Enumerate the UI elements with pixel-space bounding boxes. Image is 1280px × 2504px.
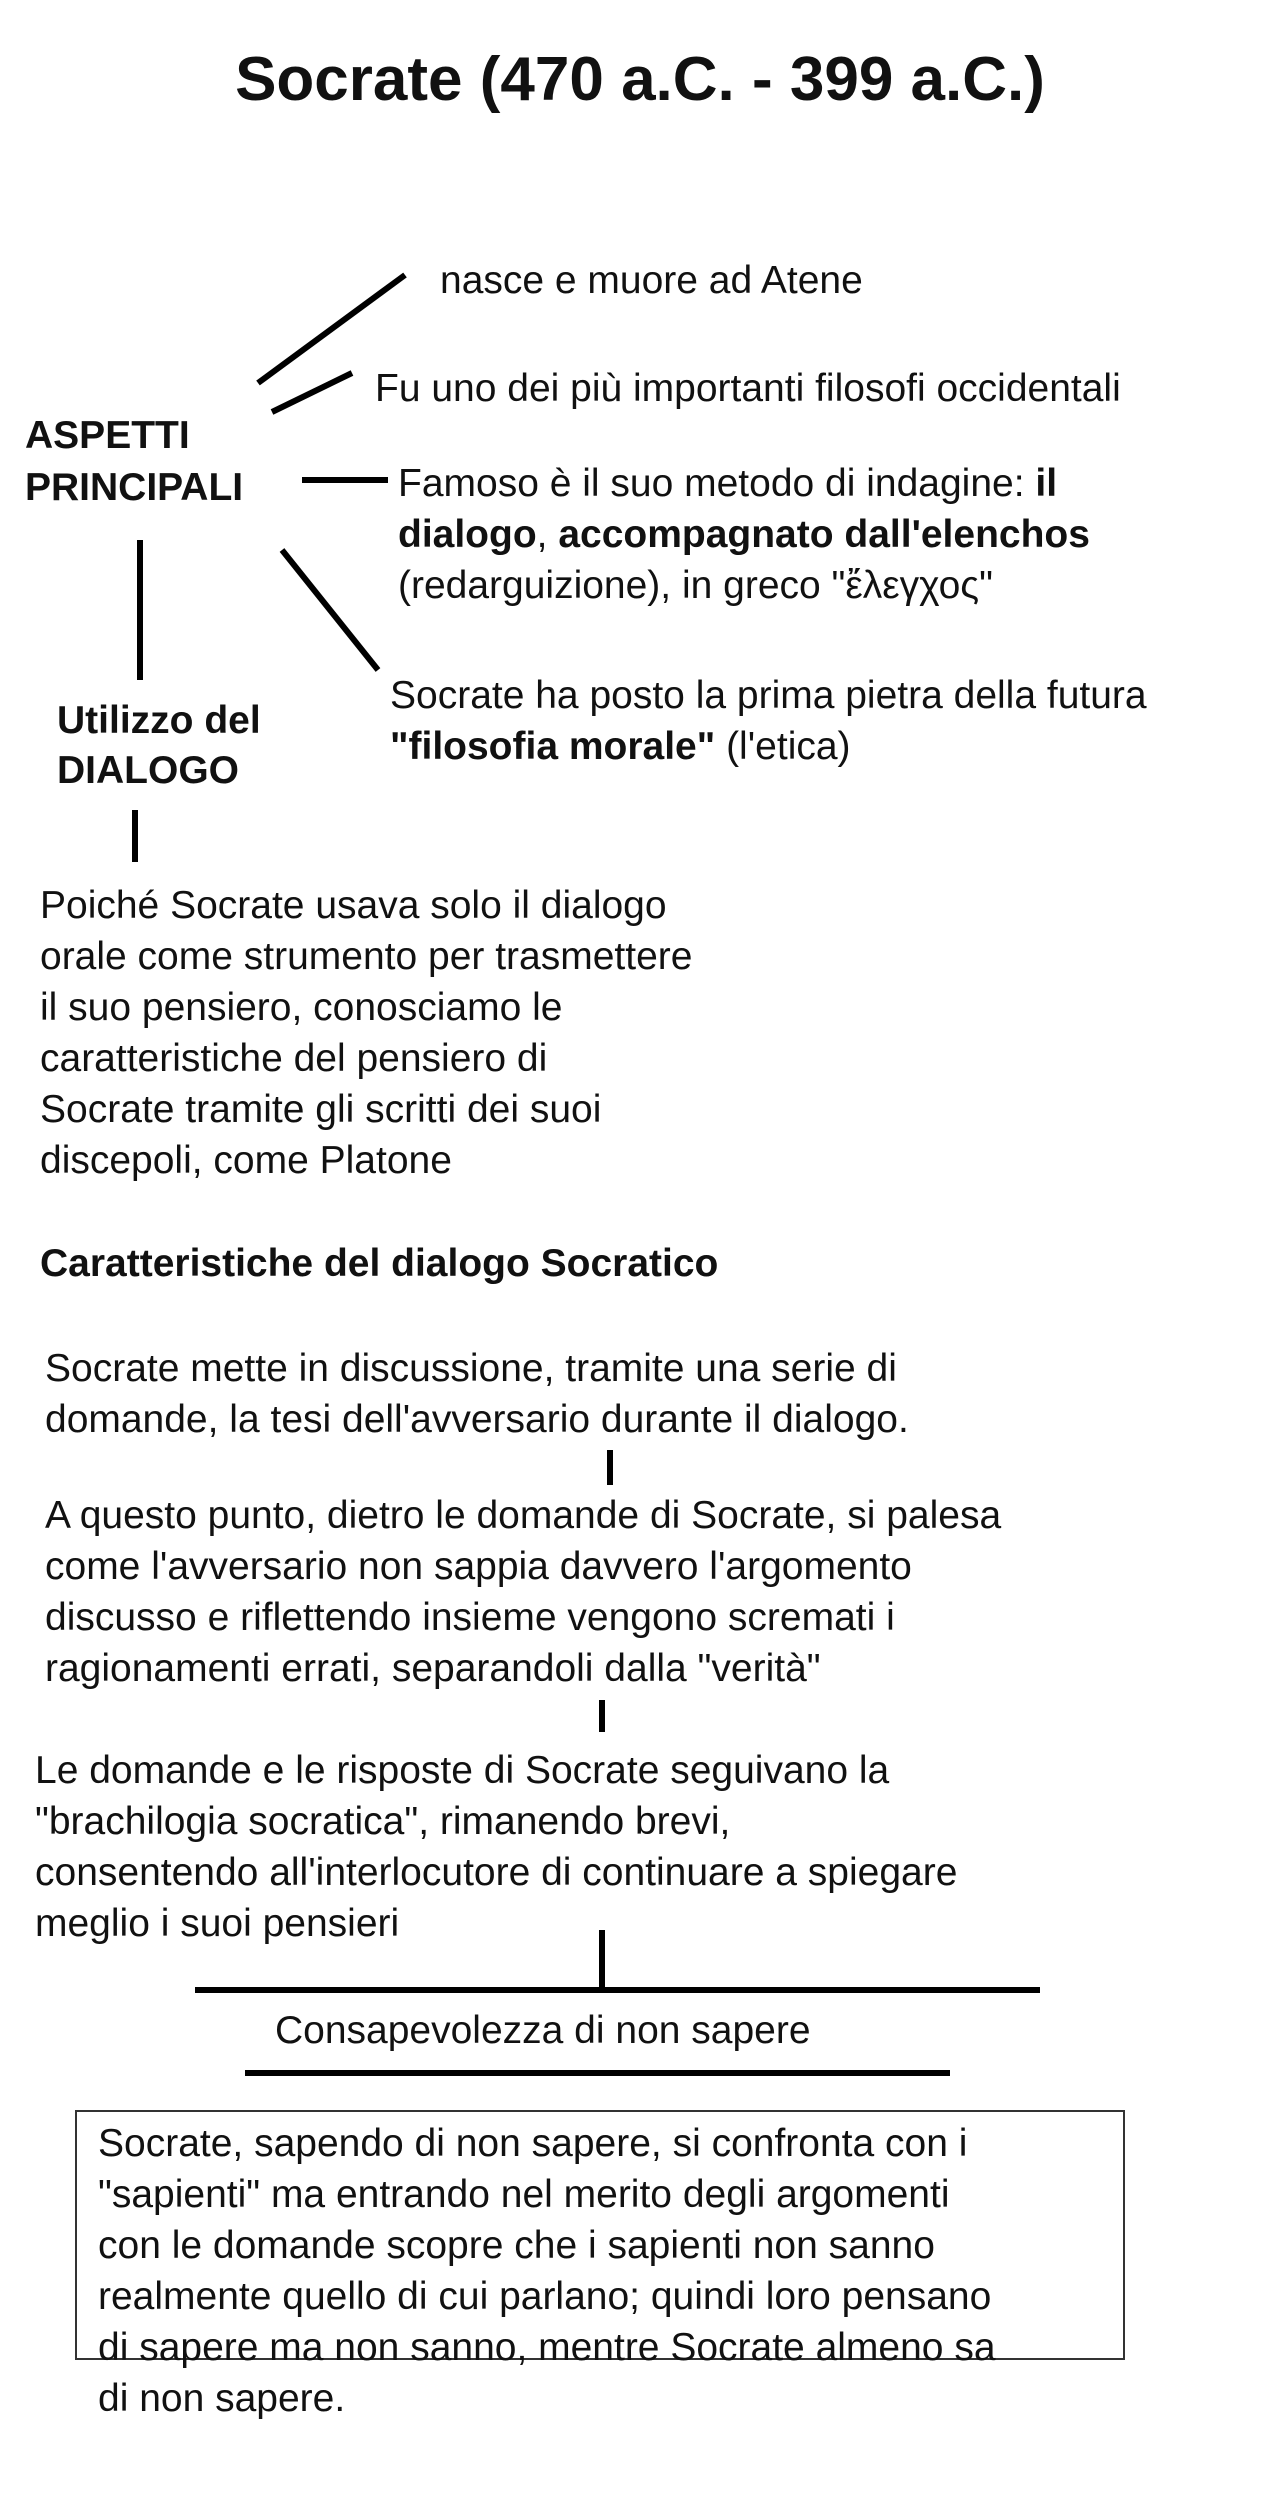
aspetti-item-4-rest: (l'etica): [715, 725, 851, 768]
step-3-line: Le domande e le risposte di Socrate seguivano la: [35, 1749, 890, 1792]
step-2-line: ragionamenti errati, separandoli dalla "verità": [45, 1647, 821, 1690]
step-3-line: consentendo all'interlocutore di continuare a spiegare: [35, 1851, 958, 1894]
dialogo-paragraph: [40, 880, 692, 1186]
dialogo-label-line1: Utilizzo del: [57, 699, 261, 742]
caratteristiche-step-2: [45, 1490, 1001, 1694]
aspetti-item-4-q1: ": [390, 725, 409, 768]
consapevolezza-box-text: [98, 2118, 996, 2424]
step-3-line: meglio i suoi pensieri: [35, 1902, 400, 1945]
dialogo-paragraph-line: orale come strumento per trasmettere: [40, 935, 693, 978]
box-line: Socrate, sapendo di non sapere, si confronta con i: [98, 2122, 968, 2165]
step-1-line: domande, la tesi dell'avversario durante il dialogo.: [45, 1398, 909, 1441]
step-2-line: A questo punto, dietro le domande di Socrate, si palesa: [45, 1494, 1002, 1537]
box-line: realmente quello di cui parlano; quindi loro pensano: [98, 2275, 992, 2318]
step-3-line: "brachilogia socratica", rimanendo brevi,: [35, 1800, 731, 1843]
caratteristiche-step-1: [45, 1343, 909, 1445]
caratteristiche-step-3: [35, 1745, 957, 1949]
connector-aspetti-item4: [282, 550, 378, 670]
aspetti-item-4-bold: filosofia morale: [408, 725, 697, 768]
dialogo-paragraph-line: Socrate tramite gli scritti dei suoi: [40, 1088, 602, 1131]
aspetti-label-line1: ASPETTI: [25, 414, 190, 457]
step-1-line: Socrate mette in discussione, tramite una serie di: [45, 1347, 897, 1390]
aspetti-item-4-l1: Socrate ha posto la prima pietra della futura: [390, 674, 1147, 717]
dialogo-paragraph-line: caratteristiche del pensiero di: [40, 1037, 548, 1080]
aspetti-item-3-l2-bold-a: dialogo: [398, 513, 537, 556]
step-2-line: come l'avversario non sappia davvero l'argomento: [45, 1545, 912, 1588]
aspetti-item-3: [398, 458, 1090, 611]
aspetti-label-line2: PRINCIPALI: [25, 466, 244, 509]
aspetti-item-4: [390, 670, 1147, 772]
aspetti-item-2: Fu uno dei più importanti filosofi occidentali: [375, 367, 1121, 410]
connector-aspetti-item2: [272, 373, 352, 412]
aspetti-item-3-l1-plain: Famoso è il suo metodo di indagine:: [398, 462, 1036, 505]
box-line: di non sapere.: [98, 2377, 346, 2420]
aspetti-item-3-l1-bold: il: [1035, 462, 1058, 505]
consapevolezza-heading: Consapevolezza di non sapere: [275, 2009, 811, 2052]
aspetti-item-3-l2-bold-b: accompagnato dall'elenchos: [558, 513, 1090, 556]
caratteristiche-heading: Caratteristiche del dialogo Socratico: [40, 1242, 719, 1285]
dialogo-paragraph-line: il suo pensiero, conosciamo le: [40, 986, 563, 1029]
dialogo-paragraph-line: discepoli, come Platone: [40, 1139, 452, 1182]
aspetti-item-1: nasce e muore ad Atene: [440, 259, 863, 302]
box-line: con le domande scopre che i sapienti non sanno: [98, 2224, 935, 2267]
aspetti-item-3-l2-plain: ,: [536, 513, 559, 556]
dialogo-paragraph-line: Poiché Socrate usava solo il dialogo: [40, 884, 667, 927]
box-line: di sapere ma non sanno, mentre Socrate almeno sa: [98, 2326, 996, 2369]
step-2-line: discusso e riflettendo insieme vengono scremati i: [45, 1596, 895, 1639]
dialogo-label-line2: DIALOGO: [57, 749, 239, 792]
page-title: Socrate (470 a.C. - 399 a.C.): [235, 45, 1045, 114]
box-line: "sapienti" ma entrando nel merito degli argomenti: [98, 2173, 950, 2216]
aspetti-item-3-l3: (redarguizione), in greco "ἔλεγχος": [398, 564, 993, 607]
aspetti-item-4-q2: ": [696, 725, 716, 768]
